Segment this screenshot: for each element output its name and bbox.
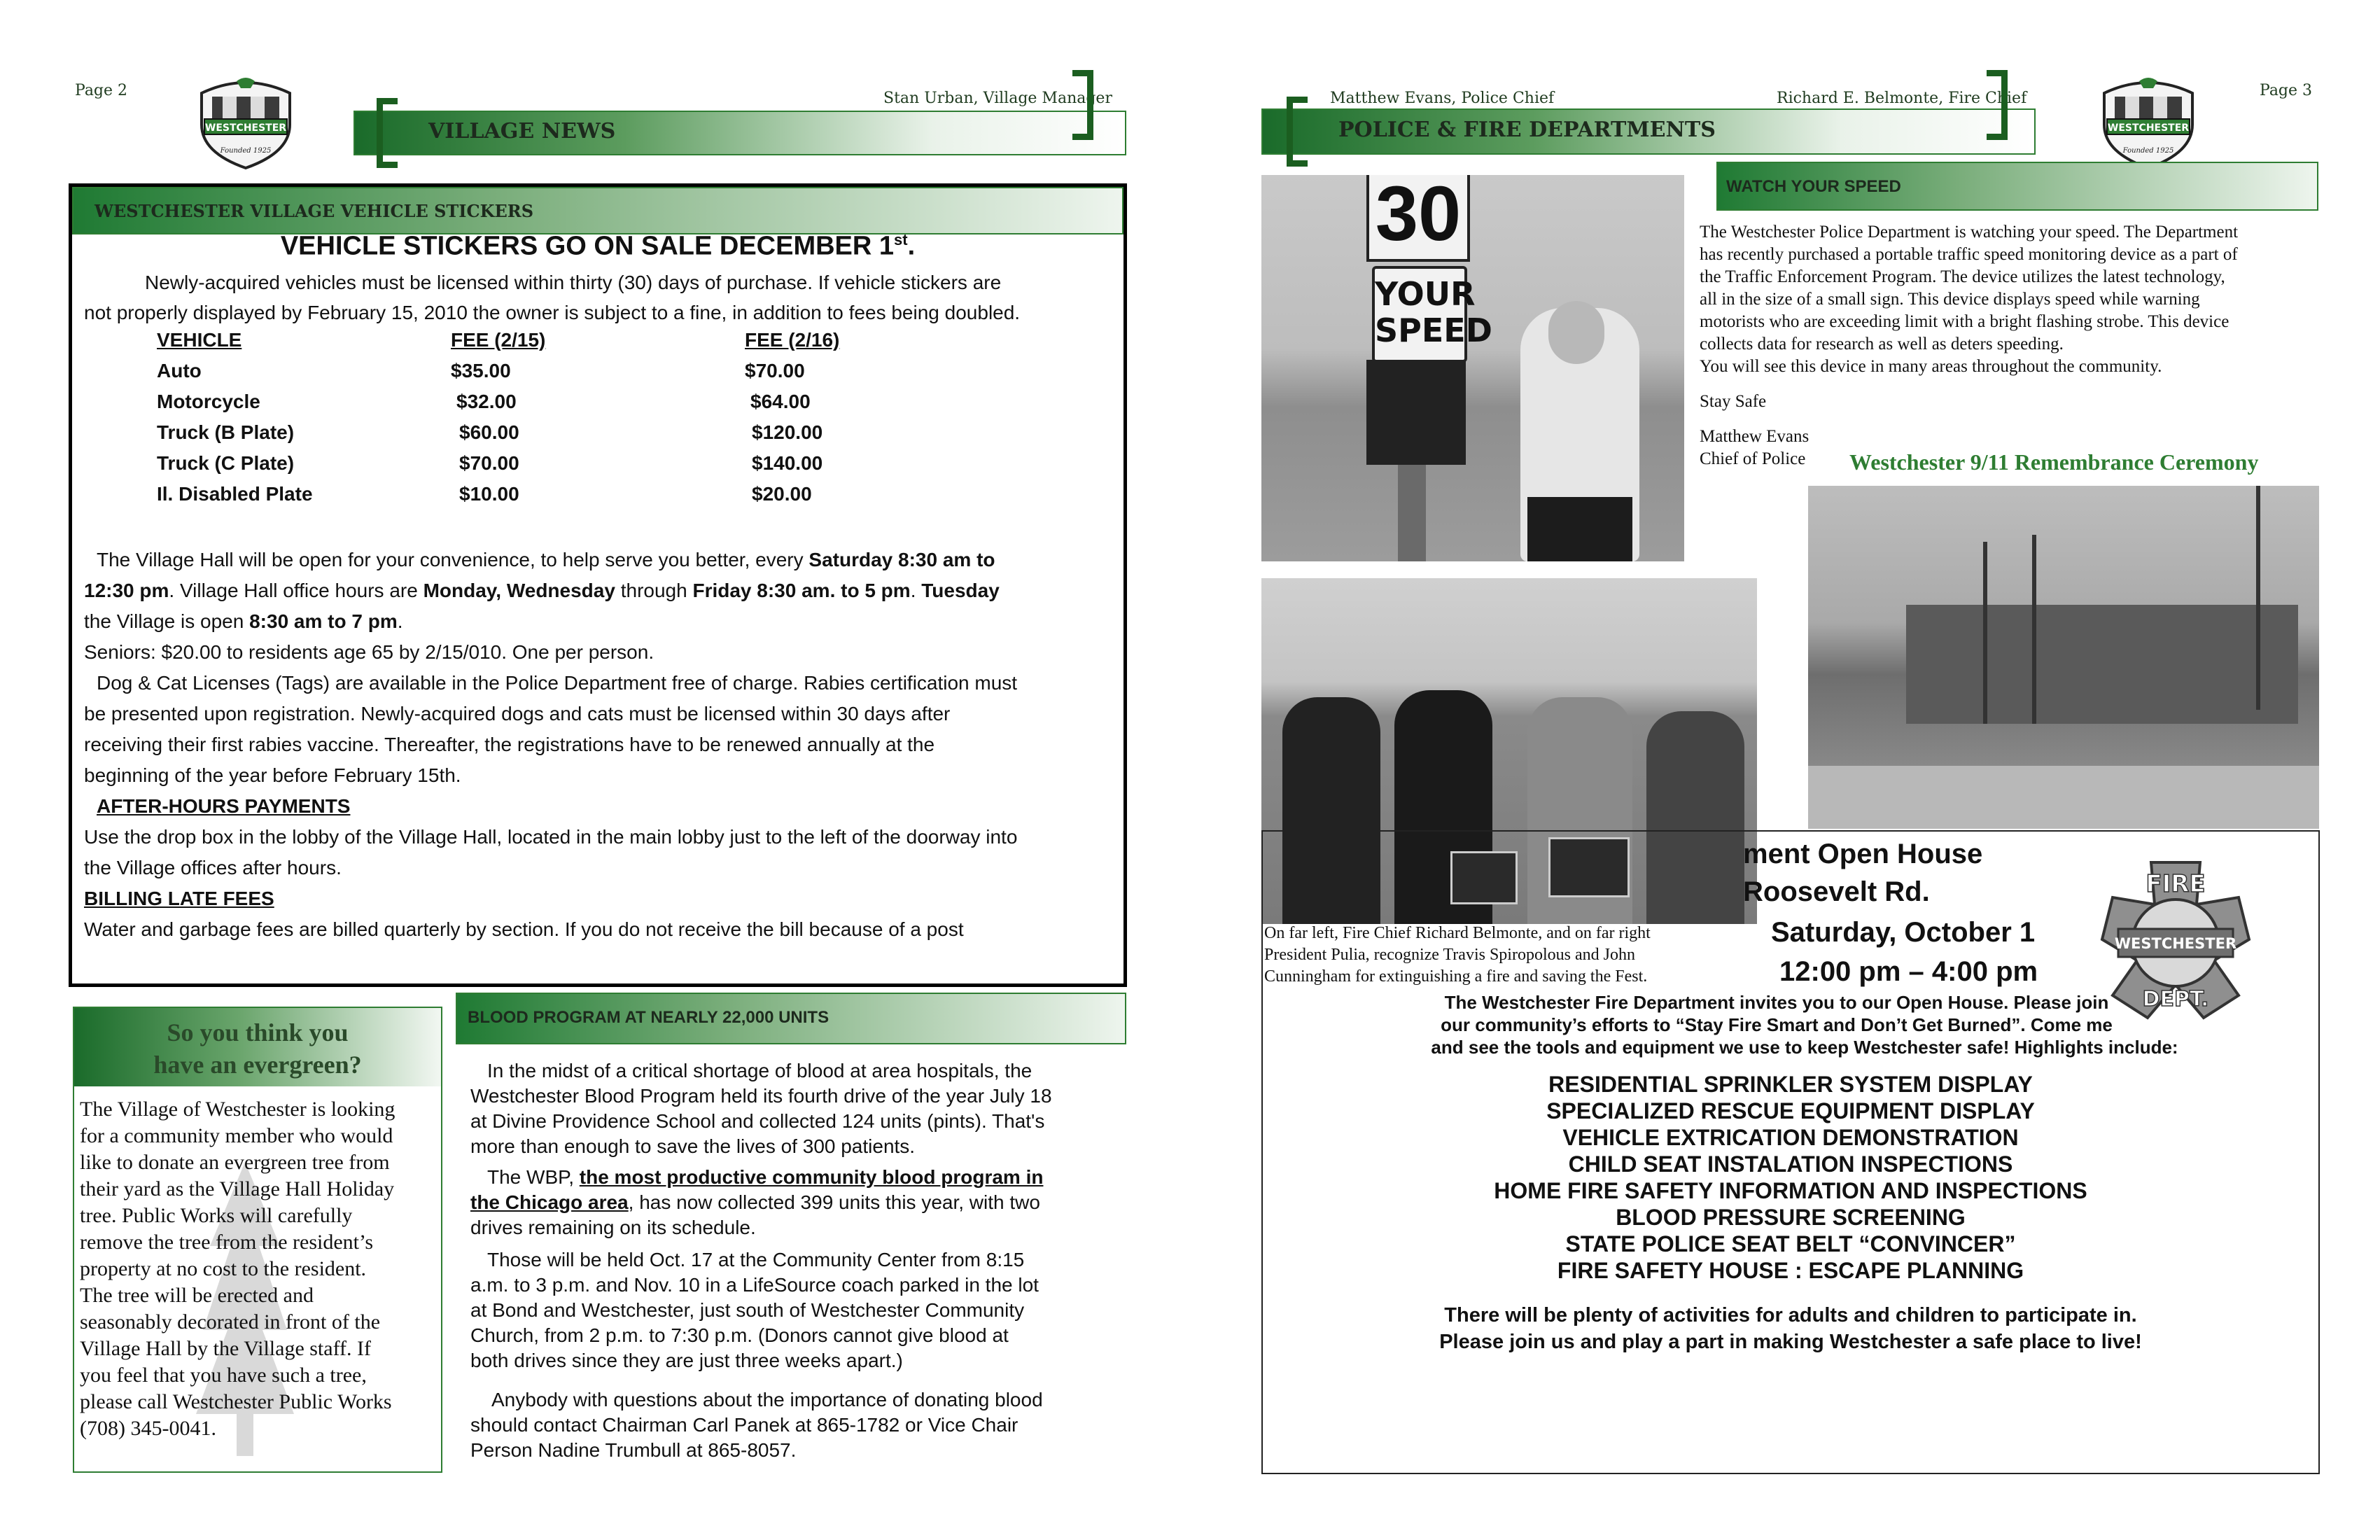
village-news-title: VILLAGE NEWS	[428, 119, 616, 144]
blood-paragraph-2: The WBP, the most productive community blood program in the Chicago area, has now collected 399 units this year, with two drives remaining on its schedule.	[470, 1166, 1044, 1238]
after-hours-line-1: Use the drop box in the lobby of the Village Hall, located in the main lobby just to the left of the doorway into	[84, 826, 1018, 848]
speed-display-panel	[1366, 360, 1466, 465]
open-house-time: 12:00 pm – 4:00 pm	[1779, 956, 2038, 987]
fee-cell: $140.00	[752, 452, 823, 474]
fee-cell: $70.00	[459, 452, 519, 474]
building-facade	[1906, 605, 2298, 724]
police-fire-title: POLICE & FIRE DEPARTMENTS	[1338, 118, 1716, 142]
stay-safe-text: Stay Safe	[1700, 392, 1767, 411]
list-item: CHILD SEAT INSTALATION INSPECTIONS	[1568, 1152, 2013, 1177]
vehicle-cell: Auto	[157, 360, 202, 382]
fire-chief-credit: Richard E. Belmonte, Fire Chief	[1777, 90, 2027, 107]
vehicle-cell: Il. Disabled Plate	[157, 483, 313, 505]
billing-heading: BILLING LATE FEES	[84, 888, 274, 909]
vehicle-cell: Motorcycle	[157, 391, 260, 412]
plaza-ground	[1808, 766, 2319, 829]
page-number-left: Page 2	[75, 82, 128, 99]
svg-text:Founded 1925: Founded 1925	[2122, 147, 2174, 155]
pet-license-line-4: beginning of the year before February 15th.	[84, 764, 461, 786]
speed-limit-sign: 30	[1366, 175, 1470, 262]
list-item: STATE POLICE SEAT BELT “CONVINCER”	[1565, 1231, 2016, 1256]
police-signature: Matthew Evans Chief of Police	[1700, 427, 1809, 468]
remembrance-title: Westchester 9/11 Remembrance Ceremony	[1849, 449, 2259, 475]
flagpole	[2256, 486, 2260, 710]
billing-line-1: Water and garbage fees are billed quarterly by section. If you do not receive the bill because of a post	[84, 918, 964, 940]
pet-license-line-1: Dog & Cat Licenses (Tags) are available in the Police Department free of charge. Rabies certification must	[97, 672, 1018, 694]
list-item: FIRE SAFETY HOUSE : ESCAPE PLANNING	[1557, 1258, 2024, 1283]
table-row	[157, 360, 885, 391]
page-number-right: Page 3	[2260, 82, 2313, 99]
table-row	[157, 483, 885, 514]
list-item: SPECIALIZED RESCUE EQUIPMENT DISPLAY	[1546, 1098, 2035, 1124]
police-chief-credit: Matthew Evans, Police Chief	[1330, 90, 1555, 107]
flagpole	[2032, 535, 2036, 724]
watch-speed-body: The Westchester Police Department is watching your speed. The Department has recently purchased a portable traffic speed monitoring device as a part of the Traffic Enforcement Program. The device utilizes the latest technology, all in the size of a small sign. This device displays speed while warning motorists who are exceeding limit with a bright flashing strobe. This device collects data for research as well as deters speeding. You will see this device in many areas throughout the community.	[1700, 223, 2239, 376]
speed-sign-photo	[1261, 175, 1684, 561]
svg-text:Founded 1925: Founded 1925	[220, 147, 272, 155]
officer-head	[1548, 301, 1604, 364]
svg-text:WESTCHESTER: WESTCHESTER	[204, 122, 287, 134]
open-house-highlights	[1261, 1071, 2320, 1284]
header-fee-2: FEE (2/16)	[745, 329, 840, 351]
flagpole	[1983, 542, 1987, 724]
after-hours-heading: AFTER-HOURS PAYMENTS	[97, 795, 351, 817]
svg-text:WESTCHESTER: WESTCHESTER	[2107, 122, 2190, 134]
village-manager-credit: Stan Urban, Village Manager	[883, 90, 1112, 107]
fee-cell: $64.00	[750, 391, 811, 412]
bracket-right-icon	[1072, 70, 1093, 140]
vehicle-stickers-headline: VEHICLE STICKERS GO ON SALE DECEMBER 1st.	[280, 231, 916, 261]
fee-cell: $60.00	[459, 421, 519, 443]
table-row	[157, 421, 885, 452]
vehicle-cell: Truck (C Plate)	[157, 452, 295, 474]
your-speed-sign: YOUR SPEED	[1372, 266, 1467, 363]
vehicle-stickers-banner-text: WESTCHESTER VILLAGE VEHICLE STICKERS	[94, 201, 534, 221]
list-item: RESIDENTIAL SPRINKLER SYSTEM DISPLAY	[1548, 1072, 2033, 1097]
evergreen-body: The Village of Westchester is looking for a community member who would like to donate an evergreen tree from their yard as the Village Hall Holiday tree. Public Works will carefully remove the tree from the resident’s property at no cost to the resident. The tree will be erected and seasonably decorated in front of the Village Hall by the Village staff. If you feel that you have such a tree, please call Westchester Public Works (708) 345-0041.	[80, 1098, 396, 1440]
bracket-left-icon	[377, 98, 398, 168]
svg-text:WESTCHESTER: WESTCHESTER	[2114, 935, 2237, 952]
fee-cell: $32.00	[456, 391, 517, 412]
open-house-date: Saturday, October 1	[1771, 917, 2036, 948]
sign-post	[1398, 465, 1426, 561]
fee-cell: $70.00	[745, 360, 805, 382]
blood-paragraph-3: Those will be held Oct. 17 at the Community Center from 8:15 a.m. to 3 p.m. and Nov. 10 in a LifeSource coach parked in the lot at Bond and Westchester, just south of Westchester Community Church, from 2 p.m. to 7:30 p.m. (Donors cannot give blood at both drives since they are just three weeks apart.)	[470, 1249, 1039, 1371]
bracket-left-icon	[1287, 97, 1308, 167]
officer-trousers	[1527, 497, 1632, 561]
vehicle-cell: Truck (B Plate)	[157, 421, 295, 443]
vehicle-fee-table	[157, 329, 885, 514]
fee-cell: $120.00	[752, 421, 823, 443]
remembrance-photo	[1808, 486, 2319, 829]
blood-program-banner-text: BLOOD PROGRAM AT NEARLY 22,000 UNITS	[468, 1008, 830, 1027]
stickers-intro-1: Newly-acquired vehicles must be licensed within thirty (30) days of purchase. If vehicle stickers are	[145, 272, 1002, 293]
blood-paragraph-1: In the midst of a critical shortage of blood at area hospitals, the Westchester Blood Program held its fourth drive of the year July 18 at Divine Providence School and collected 124 units (pints). That's more than enough to save the lives of 300 patients.	[470, 1060, 1052, 1157]
pet-license-line-3: receiving their first rabies vaccine. Thereafter, the registrations have to be renewed annually at the	[84, 734, 935, 755]
hall-hours-line-3: the Village is open 8:30 am to 7 pm.	[84, 610, 403, 632]
after-hours-line-2: the Village offices after hours.	[84, 857, 342, 878]
open-house-closing: There will be plenty of activities for adults and children to participate in. Please join us and play a part in making Westchester a safe place to live!	[1439, 1304, 2142, 1353]
table-header-row	[157, 329, 885, 360]
open-house-invite: The Westchester Fire Department invites you to our Open House. Please join our community’s efforts to “Stay Fire Smart and Don’t Get Burned”. Come me and see the tools and equipment we use to keep Westchester safe! Highlights include:	[1431, 992, 2178, 1058]
evergreen-title: So you think you have an evergreen?	[153, 1018, 362, 1079]
fee-cell: $10.00	[459, 483, 519, 505]
table-row	[157, 452, 885, 483]
header-fee-1: FEE (2/15)	[451, 329, 546, 351]
svg-text:FIRE: FIRE	[2146, 870, 2206, 898]
svg-text:DEPT.: DEPT.	[2142, 987, 2209, 1011]
bracket-right-icon	[1987, 70, 2008, 140]
pet-license-line-2: be presented upon registration. Newly-acquired dogs and cats must be licensed within 30 days after	[84, 703, 951, 724]
table-row	[157, 391, 885, 421]
hall-hours-line-1: The Village Hall will be open for your convenience, to help serve you better, every Saturday 8:30 am to	[97, 549, 995, 570]
stickers-intro-2: not properly displayed by February 15, 2010 the owner is subject to a fine, in addition to fees being doubled.	[84, 302, 1021, 323]
open-house-address: Roosevelt Rd.	[1743, 876, 1930, 907]
fee-cell: $20.00	[752, 483, 812, 505]
list-item: HOME FIRE SAFETY INFORMATION AND INSPECTIONS	[1494, 1178, 2087, 1203]
header-vehicle: VEHICLE	[157, 329, 242, 351]
hall-hours-line-2: 12:30 pm. Village Hall office hours are Monday, Wednesday through Friday 8:30 am. to 5 pm. Tuesday	[84, 580, 1000, 601]
list-item: BLOOD PRESSURE SCREENING	[1616, 1205, 1966, 1230]
blood-paragraph-4: Anybody with questions about the importance of donating blood should contact Chairman Carl Panek at 865-1782 or Vice Chair Person Nadine Trumbull at 865-8057.	[470, 1389, 1043, 1461]
fee-cell: $35.00	[451, 360, 511, 382]
list-item: VEHICLE EXTRICATION DEMONSTRATION	[1562, 1125, 2019, 1150]
open-house-title: ment Open House	[1743, 839, 1983, 869]
westchester-logo-right	[2097, 76, 2199, 170]
westchester-logo-left	[195, 76, 297, 170]
award-caption: On far left, Fire Chief Richard Belmonte, and on far right President Pulia, recognize Travis Spiropolous and John Cunningham for extinguishing a fire and saving the Fest.	[1264, 924, 1651, 986]
watch-speed-banner-text: WATCH YOUR SPEED	[1726, 177, 1901, 196]
seniors-fee-text: Seniors: $20.00 to residents age 65 by 2/15/010. One per person.	[84, 641, 654, 663]
